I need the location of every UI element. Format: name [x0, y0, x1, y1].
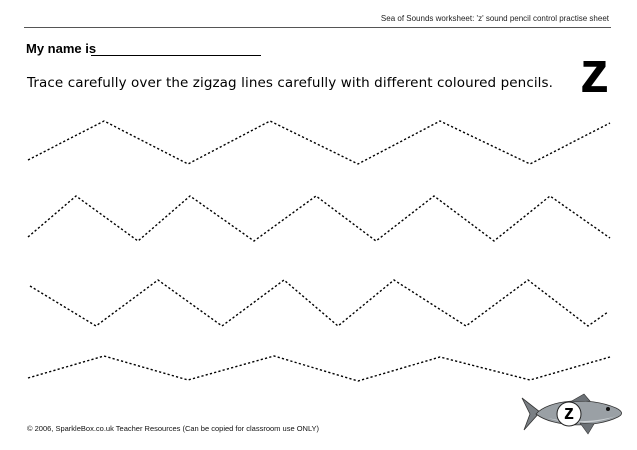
name-label: My name is [26, 41, 97, 56]
zigzag-line-1[interactable] [28, 121, 610, 164]
zigzag-line-4[interactable] [28, 356, 610, 381]
instruction-text: Trace carefully over the zigzag lines carefully with different coloured pencils. [27, 75, 554, 91]
zigzag-line-2[interactable] [28, 196, 610, 241]
zigzag-line-3[interactable] [30, 280, 608, 326]
worksheet-header-title: Sea of Sounds worksheet: 'z' sound pencil control practise sheet [380, 14, 609, 23]
target-letter: z [580, 40, 609, 105]
fish-letter-badge: z [564, 402, 574, 424]
copyright-notice: © 2006, SparkleBox.co.uk Teacher Resources (Can be copied for classroom use ONLY) [27, 424, 320, 433]
